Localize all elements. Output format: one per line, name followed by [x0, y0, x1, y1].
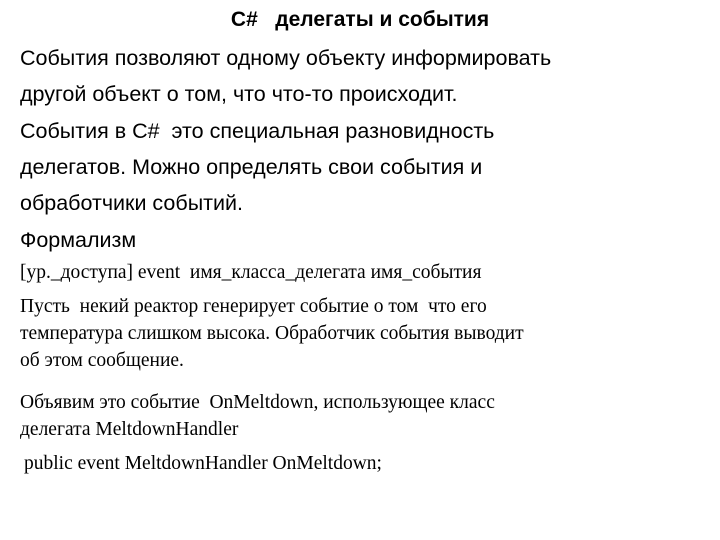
paragraph-line: другой объект о том, что что-то происходит.: [20, 82, 458, 106]
paragraph-line: обработчики событий.: [20, 191, 243, 215]
paragraph-line: делегатов. Можно определять свои события и: [20, 155, 483, 179]
paragraph-line: Объявим это событие OnMeltdown, использующее класс: [20, 392, 495, 413]
paragraph-line: температура слишком высока. Обработчик события выводит: [20, 323, 524, 344]
paragraph-code-line: [24, 450, 720, 477]
paragraph-events-inform: [20, 40, 720, 112]
paragraph-line: События в C# это специальная разновидность: [20, 119, 495, 143]
paragraph-line: [ур._доступа] event имя_класса_делегата имя_события: [20, 262, 482, 283]
paragraph-line: public event MeltdownHandler OnMeltdown;: [24, 453, 382, 474]
slide-title: C# делегаты и события: [230, 8, 490, 31]
paragraph-events-delegates: [20, 113, 720, 221]
paragraph-syntax: [20, 259, 720, 286]
paragraph-line: Пусть некий реактор генерирует событие о том что его: [20, 296, 487, 317]
paragraph-line: об этом сообщение.: [20, 350, 184, 371]
paragraph-line: События позволяют одному объекту информировать: [20, 46, 552, 70]
paragraph-declare-event: [20, 389, 720, 443]
paragraph-reactor-example: [20, 293, 720, 374]
paragraph-formalism: [20, 222, 720, 258]
paragraph-line: делегата MeltdownHandler: [20, 419, 239, 440]
paragraph-line: Формализм: [20, 228, 137, 252]
